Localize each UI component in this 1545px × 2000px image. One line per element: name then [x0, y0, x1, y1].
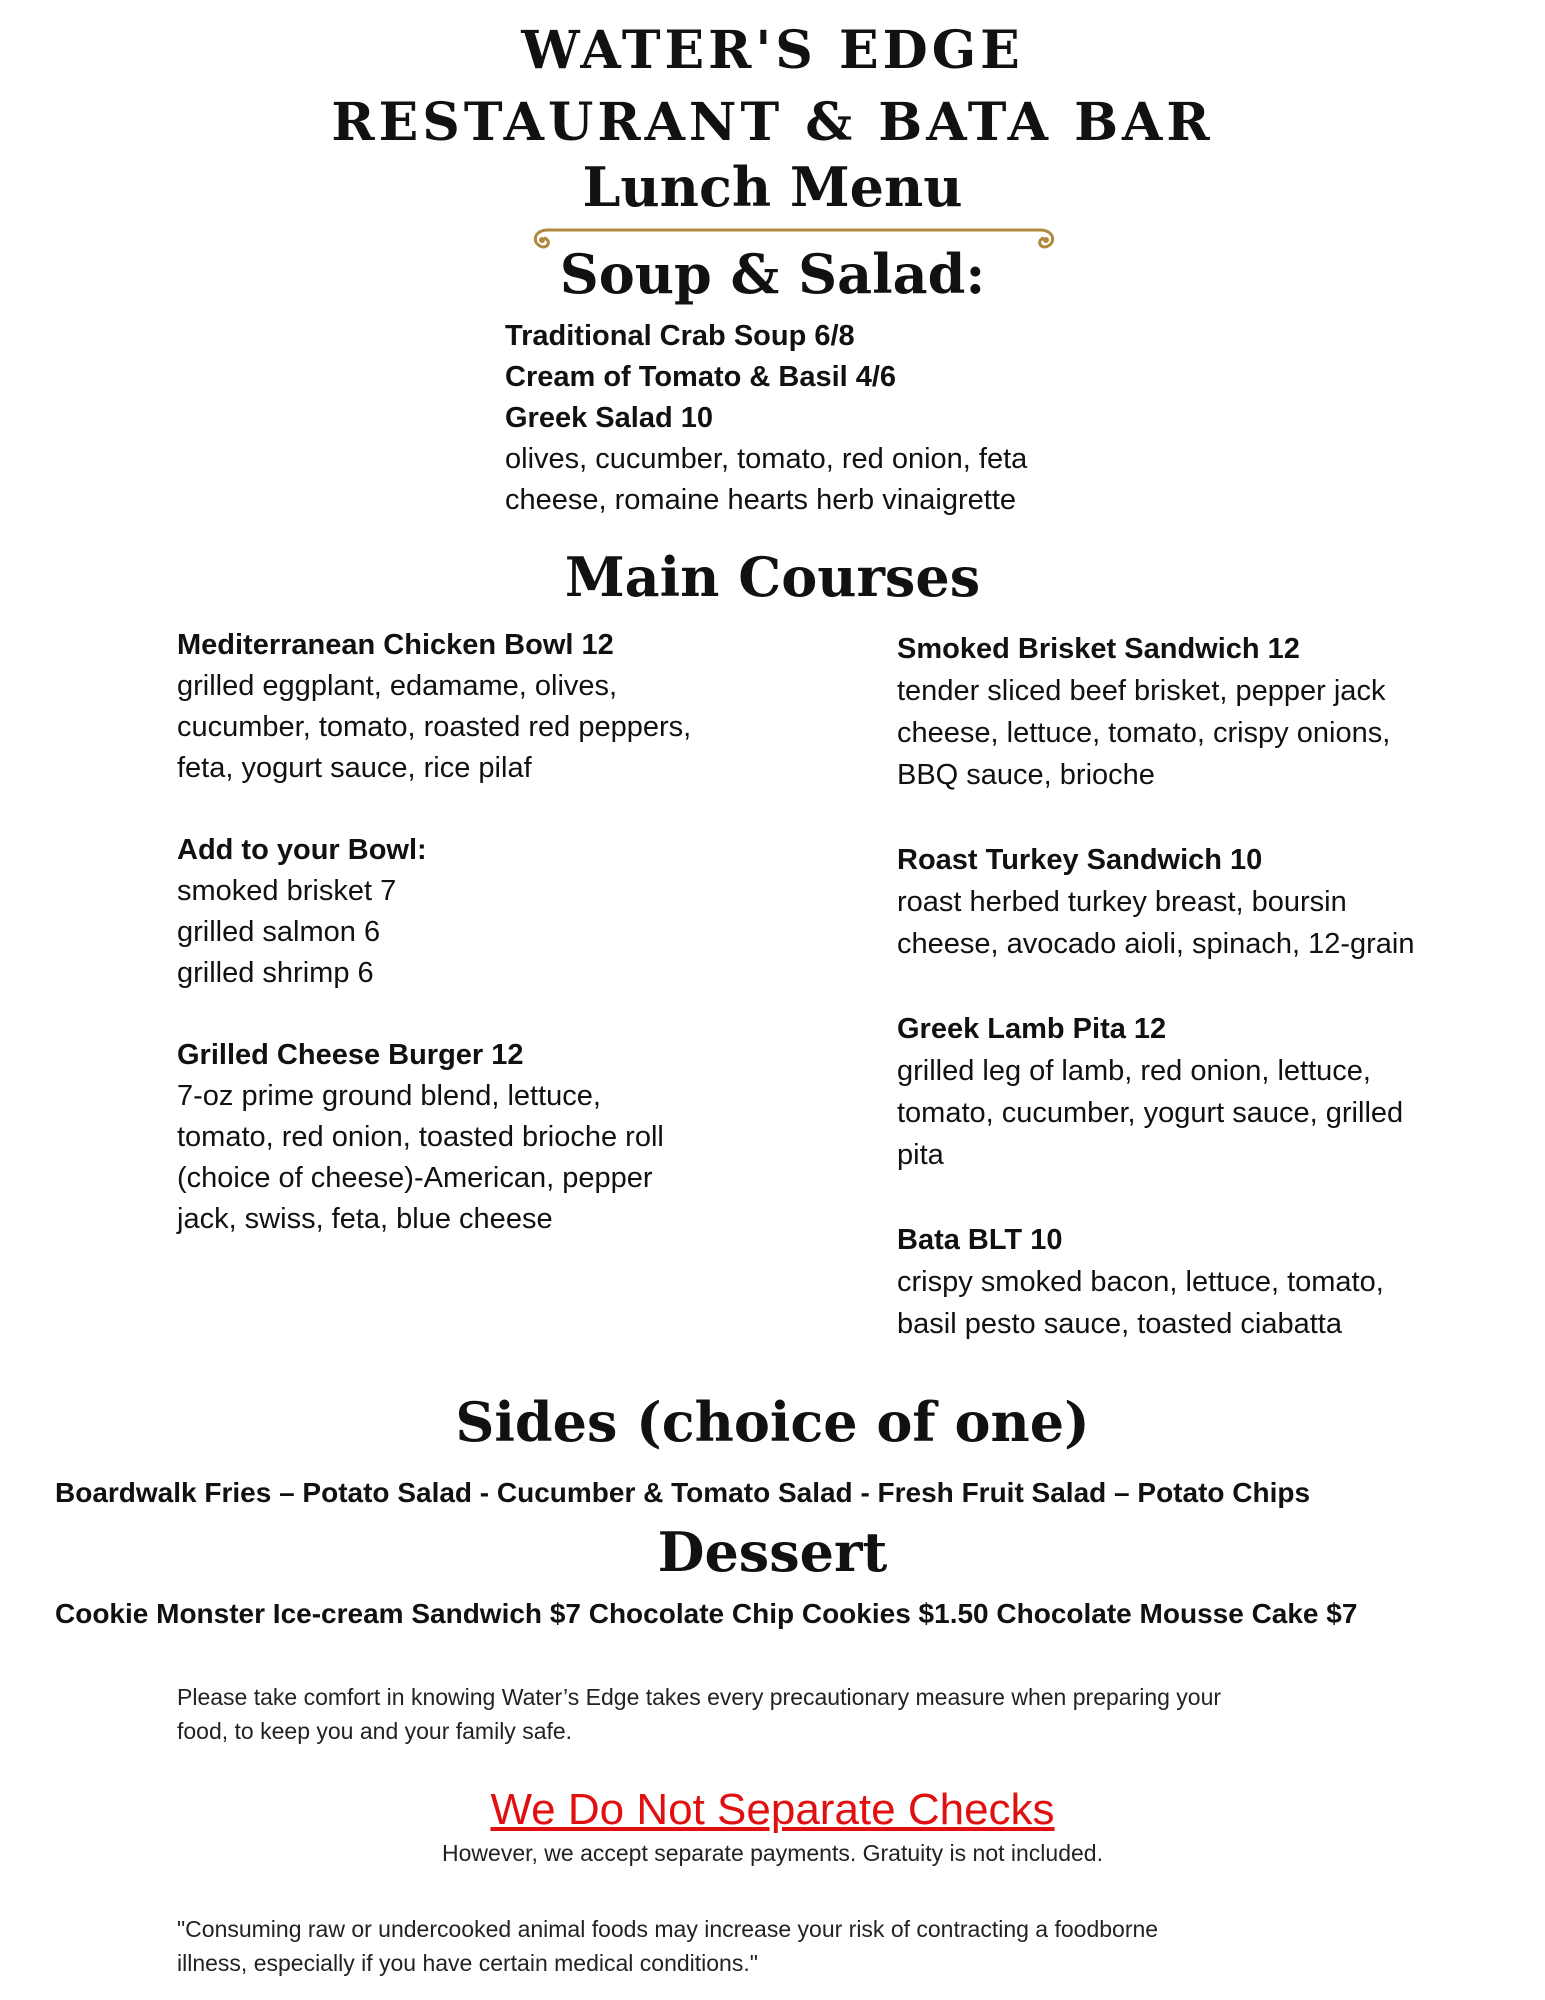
safety-note-line: Please take comfort in knowing Water’s Edge takes every precautionary measure when preparing your	[177, 1684, 1222, 1710]
soup-salad-list	[505, 316, 1027, 521]
menu-title: Lunch Menu	[582, 155, 963, 219]
payments-note: However, we accept separate payments. Gratuity is not included.	[442, 1840, 1103, 1866]
salad-description: olives, cucumber, tomato, red onion, feta	[505, 443, 1028, 475]
food-warning-line: illness, especially if you have certain medical conditions."	[177, 1950, 758, 1976]
menu-item	[897, 628, 1497, 796]
food-warning	[177, 1912, 1158, 1980]
main-courses-heading: Main Courses	[564, 545, 981, 609]
menu-item-desc: grilled shrimp 6	[177, 957, 374, 989]
main-left-column	[177, 625, 777, 1281]
sides-heading: Sides (choice of one)	[455, 1390, 1090, 1454]
safety-note-line: food, to keep you and your family safe.	[177, 1718, 573, 1744]
menu-item-desc: jack, swiss, feta, blue cheese	[177, 1203, 553, 1235]
menu-item-desc: basil pesto sauce, toasted ciabatta	[897, 1308, 1342, 1340]
menu-item	[177, 1035, 777, 1240]
menu-item-desc: roast herbed turkey breast, boursin	[897, 886, 1347, 918]
menu-item-title: Roast Turkey Sandwich 10	[897, 844, 1263, 876]
soup-salad-heading: Soup & Salad:	[559, 242, 986, 306]
dessert-list: Cookie Monster Ice-cream Sandwich $7 Chocolate Chip Cookies $1.50 Chocolate Mousse Cake $7	[55, 1598, 1358, 1629]
menu-item-desc: cucumber, tomato, roasted red peppers,	[177, 711, 692, 743]
menu-item-desc: BBQ sauce, brioche	[897, 759, 1155, 791]
dessert-heading: Dessert	[657, 1520, 888, 1584]
salad-description: cheese, romaine hearts herb vinaigrette	[505, 484, 1017, 516]
menu-item-desc: grilled leg of lamb, red onion, lettuce,	[897, 1055, 1371, 1087]
menu-item-desc: pita	[897, 1139, 944, 1171]
menu-item-title: Greek Lamb Pita 12	[897, 1013, 1167, 1045]
menu-item	[897, 1219, 1497, 1345]
menu-item-desc: tomato, red onion, toasted brioche roll	[177, 1121, 664, 1153]
menu-item	[897, 1008, 1497, 1176]
food-warning-line: "Consuming raw or undercooked animal foods may increase your risk of contracting a foodborne	[177, 1916, 1159, 1942]
menu-item-desc: 7-oz prime ground blend, lettuce,	[177, 1080, 601, 1112]
menu-item-desc: cheese, lettuce, tomato, crispy onions,	[897, 717, 1391, 749]
salad-item: Greek Salad 10	[505, 402, 713, 434]
menu-item-desc: (choice of cheese)-American, pepper	[177, 1162, 653, 1194]
menu-item-title: Mediterranean Chicken Bowl 12	[177, 629, 614, 661]
menu-item-desc: tomato, cucumber, yogurt sauce, grilled	[897, 1097, 1404, 1129]
menu-item-title: Smoked Brisket Sandwich 12	[897, 633, 1300, 665]
soup-item: Cream of Tomato & Basil 4/6	[505, 361, 897, 393]
menu-item	[897, 839, 1497, 965]
menu-item-desc: smoked brisket 7	[177, 875, 397, 907]
safety-note	[177, 1680, 1221, 1748]
sides-list: Boardwalk Fries – Potato Salad - Cucumber & Tomato Salad - Fresh Fruit Salad – Potato Chips	[55, 1477, 1311, 1508]
menu-item-desc: grilled eggplant, edamame, olives,	[177, 670, 618, 702]
menu-item-title: Grilled Cheese Burger 12	[177, 1039, 524, 1071]
menu-item-desc: feta, yogurt sauce, rice pilaf	[177, 752, 532, 784]
no-separate-checks: We Do Not Separate Checks	[490, 1785, 1055, 1834]
menu-item-desc: tender sliced beef brisket, pepper jack	[897, 675, 1386, 707]
menu-item-desc: grilled salmon 6	[177, 916, 381, 948]
menu-item-desc: crispy smoked bacon, lettuce, tomato,	[897, 1266, 1384, 1298]
restaurant-name: WATER'S EDGE	[521, 20, 1024, 81]
menu-item	[177, 830, 777, 994]
restaurant-subtitle: RESTAURANT & BATA BAR	[331, 92, 1214, 153]
menu-item-title: Add to your Bowl:	[177, 834, 427, 866]
main-right-column	[897, 628, 1497, 1388]
menu-item	[177, 625, 777, 789]
soup-item: Traditional Crab Soup 6/8	[505, 320, 855, 352]
menu-item-title: Bata BLT 10	[897, 1224, 1063, 1256]
menu-item-desc: cheese, avocado aioli, spinach, 12-grain	[897, 928, 1415, 960]
